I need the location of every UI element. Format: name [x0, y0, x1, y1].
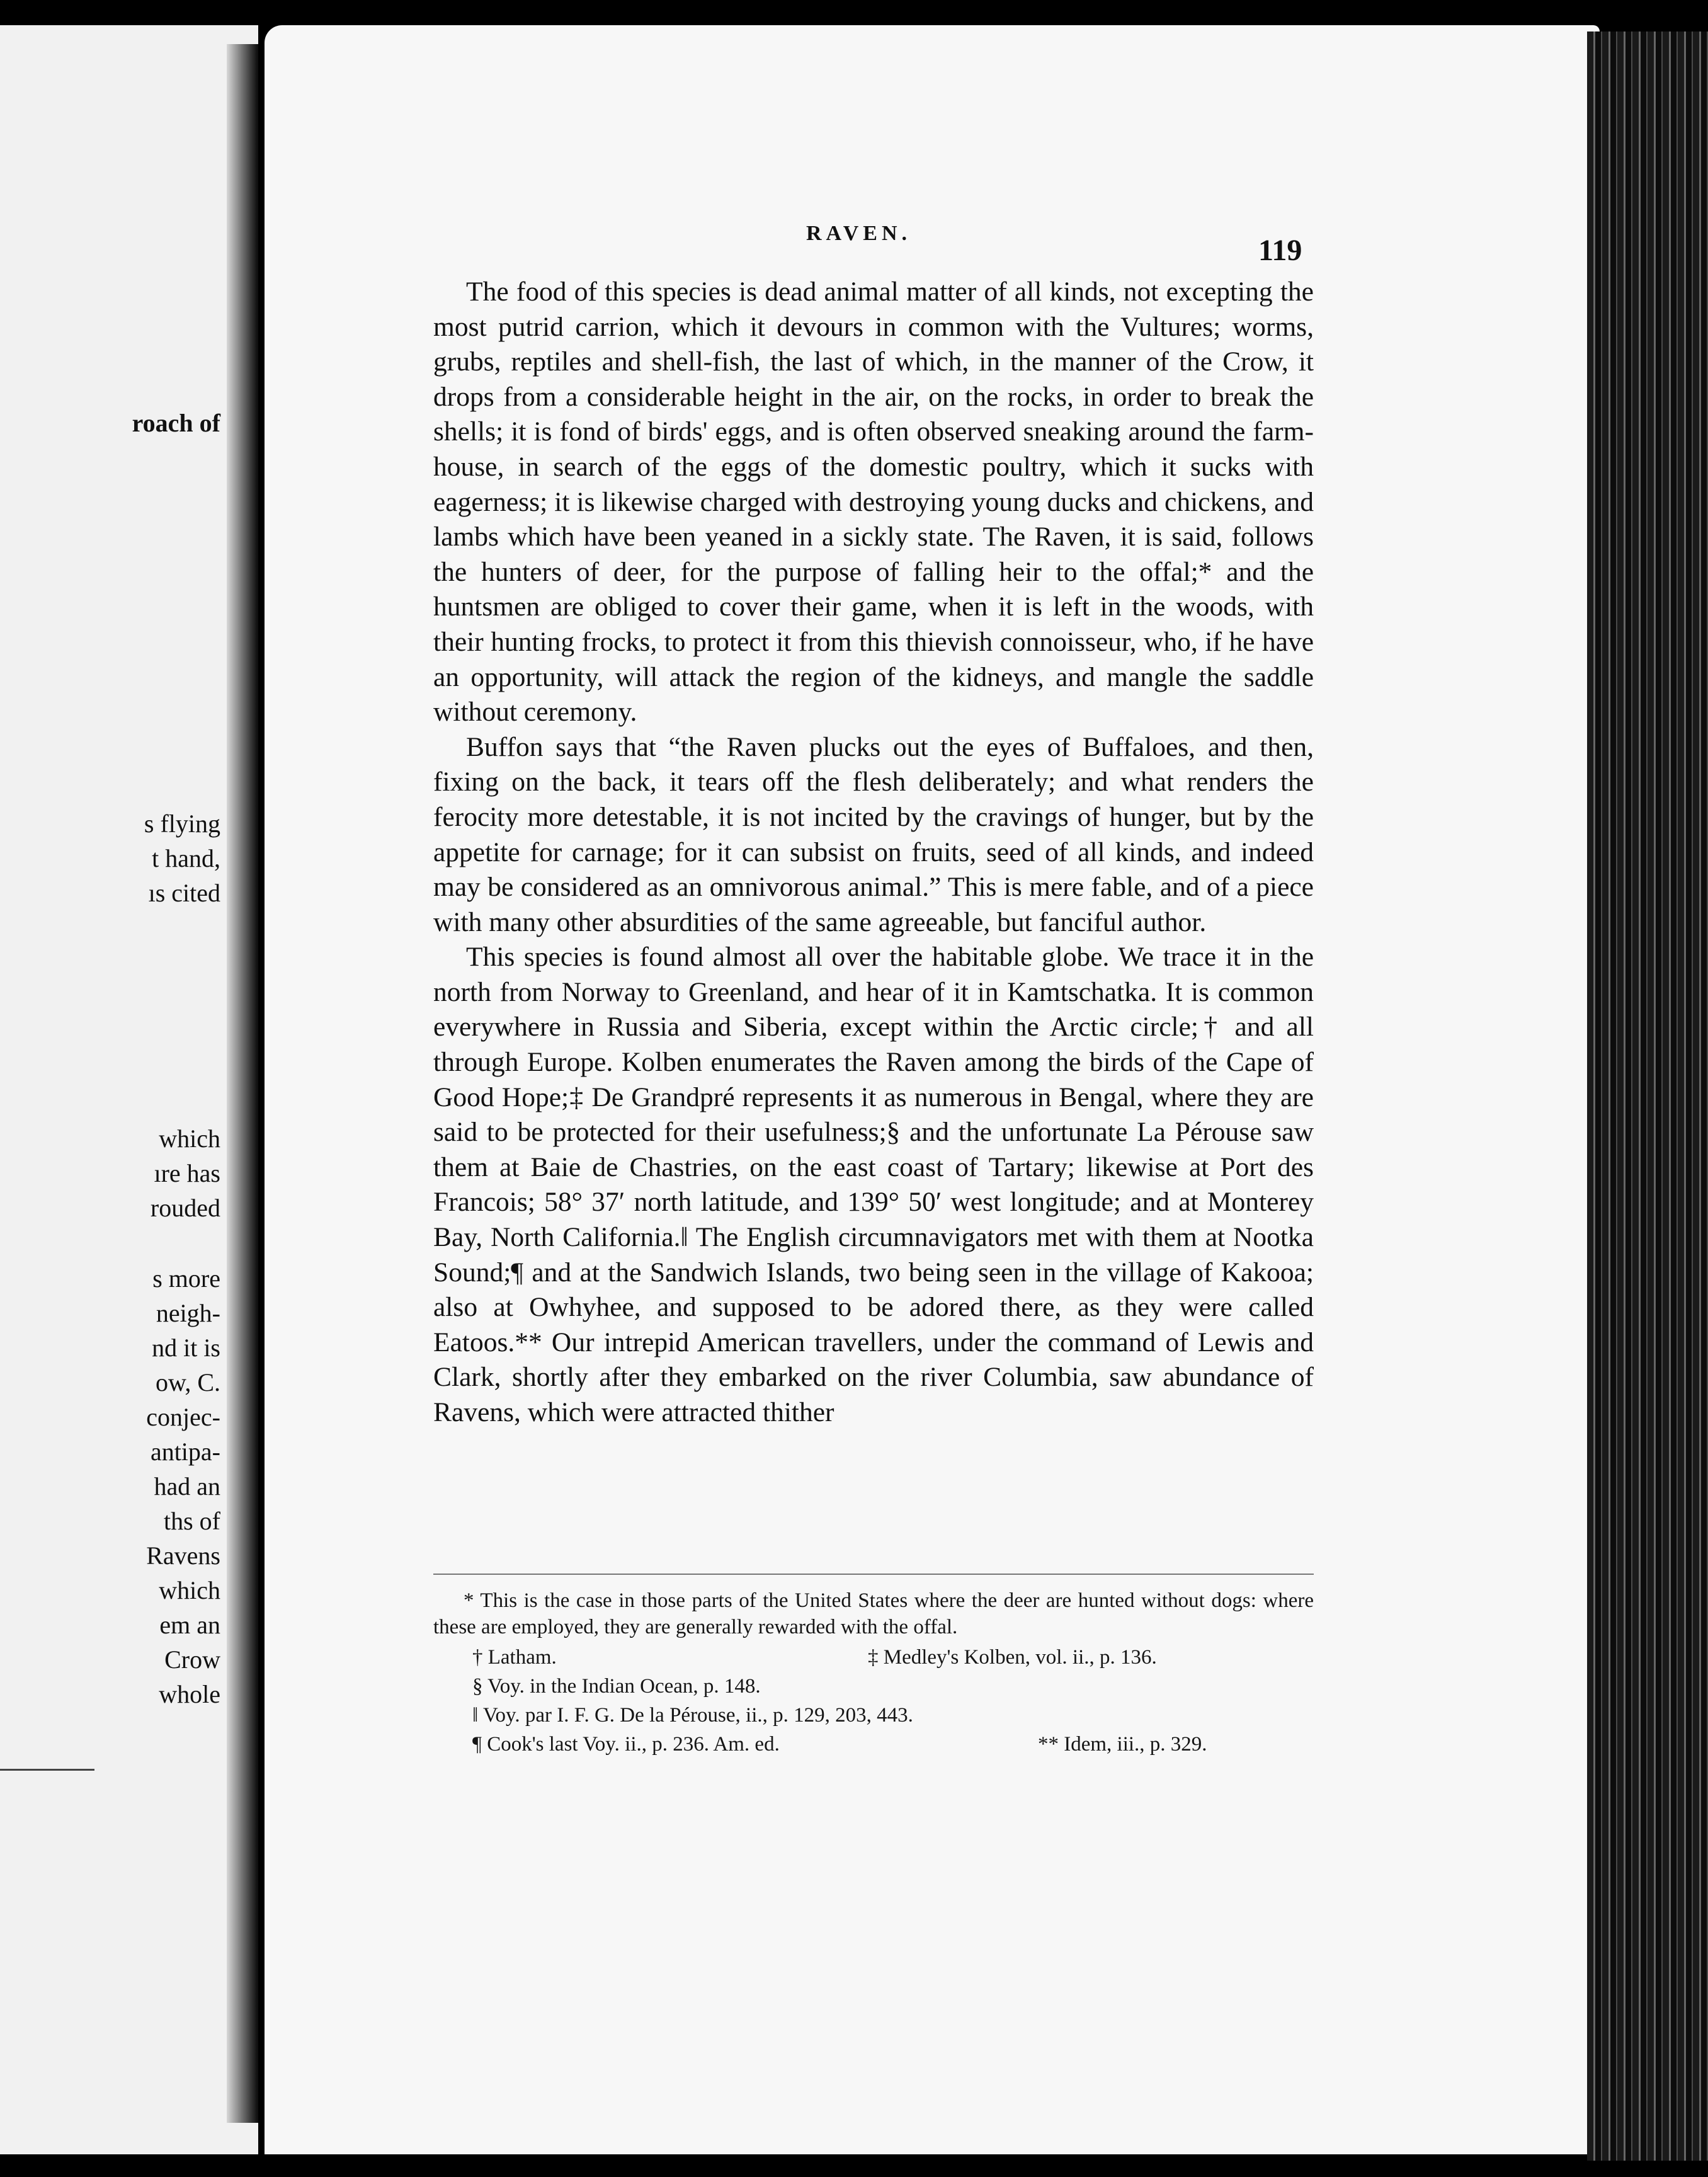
left-page-fragment: rouded — [150, 1194, 220, 1222]
running-head: RAVEN. — [806, 222, 912, 245]
left-page-fragment: ow, C. — [156, 1368, 220, 1397]
page-number: 119 — [1258, 234, 1302, 267]
left-page-fragment: whole — [159, 1680, 220, 1708]
left-page-fragment: neigh- — [156, 1299, 220, 1327]
left-page-fragment: which — [159, 1124, 220, 1153]
left-page-fragment: s flying — [144, 809, 220, 838]
previous-page-edge — [0, 25, 258, 2154]
footnote: ** Idem, iii., p. 329. — [1038, 1733, 1207, 1756]
left-page-fragment: Crow — [164, 1645, 220, 1674]
left-page-fragment: em an — [159, 1611, 220, 1639]
left-page-fragment: nd it is — [152, 1334, 220, 1362]
page-edges — [1587, 31, 1708, 2161]
left-page-fragment: which — [159, 1576, 220, 1604]
left-page-fragment: ıre has — [154, 1159, 220, 1187]
left-page-fragment: antipa- — [150, 1437, 220, 1466]
left-page-fragment: ıs cited — [148, 879, 220, 907]
footnotes — [433, 1587, 1314, 1760]
footnote: † Latham. — [472, 1646, 557, 1669]
footnote-divider — [433, 1574, 1314, 1575]
paragraph: This species is found almost all over the habitable globe. We trace it in the north from Norway to Greenland, and hear of it in Kamtschatka. It is common everywhere in Russia and Siberia, except within the Arctic circle;† and all through Europe. Kolben enumerates the Raven among the birds of the Cape of Good Hope;‡ De Grandpré represents it as numerous in Bengal, where they are said to be protected for their usefulness;§ and the unfortunate La Pérouse saw them at Baie de Chastries, on the east coast of Tartary; likewise at Port des Francois; 58° 37′ north latitude, and 139° 50′ west longitude; and at Monterey Bay, North California.‖ The English circumnavigators met with them at Nootka Sound;¶ and at the Sandwich Islands, two being seen in the village of Kakooa; also at Owhyhee, and supposed to be adored there, as they were called Eatoos.** Our intrepid American travellers, under the command of Lewis and Clark, shortly after they embarked on the river Columbia, saw abundance of Ravens, which were attracted thither — [433, 942, 1314, 1427]
body-text — [433, 275, 1314, 1431]
left-page-fragment: Ravens — [146, 1541, 220, 1570]
footnote: ‡ Medley's Kolben, vol. ii., p. 136. — [868, 1646, 1157, 1669]
footnote: § Voy. in the Indian Ocean, p. 148. — [472, 1675, 761, 1698]
book-gutter — [227, 44, 258, 2123]
paragraph: Buffon says that “the Raven plucks out the eyes of Buffaloes, and then, fixing on the back, it tears off the flesh deliberately; and what renders the ferocity more detestable, it is not incited by the cravings of hunger, but by the appetite for carnage; for it can subsist on fruits, seed of all kinds, and indeed may be considered as an omnivorous animal.” This is mere fable, and of a piece with many other absurdities of the same agreeable, but fanciful author. — [433, 731, 1314, 937]
left-page-fragment: t hand, — [152, 844, 220, 872]
footnote: ‖ Voy. par I. F. G. De la Pérouse, ii., p. 129, 203, 443. — [472, 1704, 913, 1727]
left-page-fragment: roach of — [132, 409, 220, 437]
left-page-fragment: ths of — [164, 1507, 220, 1535]
left-page-fragment: had an — [154, 1472, 220, 1500]
footnote-row — [433, 1731, 1314, 1760]
paragraph: The food of this species is dead animal matter of all kinds, not excepting the most putrid carrion, which it devours in common with the Vultures; worms, grubs, reptiles and shell-fish, the last of which, in the manner of the Crow, it drops from a considerable height in the air, on the rocks, in order to break the shells; it is fond of birds' eggs, and is often observed sneaking around the farm-house, in search of the eggs of the domestic poultry, which it sucks with eagerness; it is likewise charged with destroying young ducks and chickens, and lambs which have been yeaned in a sickly state. The Raven, it is said, follows the hunters of deer, for the purpose of falling heir to the offal;* and the huntsmen are obliged to cover their game, when it is left in the woods, with their hunting frocks, to protect it from this thievish connoisseur, who, if he have an opportunity, will attack the region of the kidneys, and mangle the saddle without ceremony. — [433, 277, 1314, 728]
footnote-row — [433, 1702, 1314, 1731]
left-page-fragment: s more — [152, 1264, 220, 1293]
left-page-rule — [0, 1769, 94, 1771]
footnote: * This is the case in those parts of the United States where the deer are hunted without dogs: where these are employed, they are generally rewarded with the offal. — [433, 1589, 1314, 1638]
footnote: ¶ Cook's last Voy. ii., p. 236. Am. ed. — [472, 1733, 780, 1756]
footnote-row — [433, 1673, 1314, 1702]
footnote-row — [433, 1644, 1314, 1673]
left-page-fragment: conjec- — [146, 1403, 220, 1431]
